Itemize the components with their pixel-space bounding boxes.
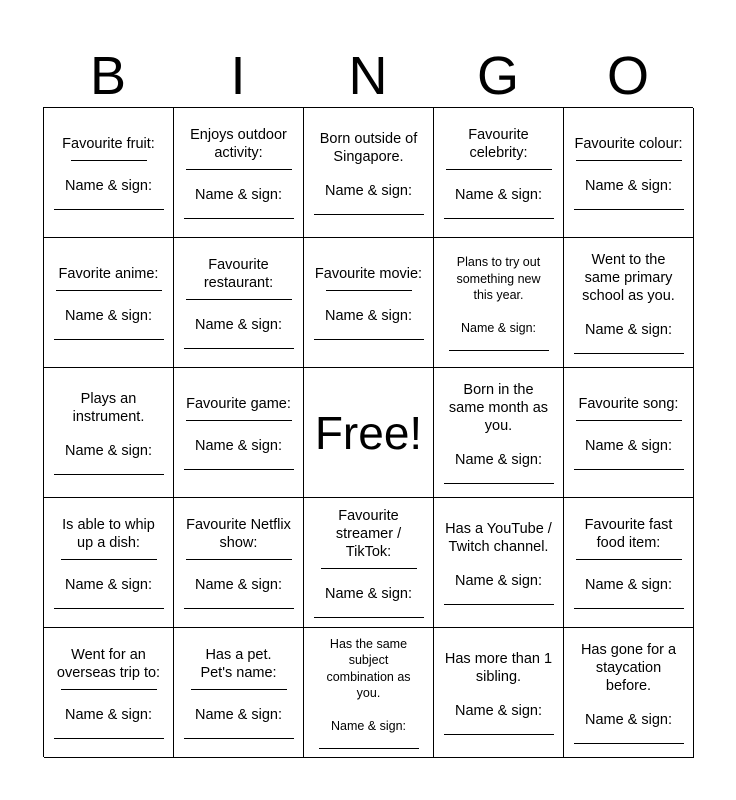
cell-prompt: Enjoys outdoor activity: xyxy=(190,127,287,161)
cell-prompt: Favourite streamer / TikTok: xyxy=(335,508,402,560)
signature-line xyxy=(449,350,549,351)
signature-line xyxy=(574,209,684,210)
signature-line xyxy=(444,734,554,735)
name-sign-label: Name & sign: xyxy=(194,577,283,593)
answer-line xyxy=(71,160,147,161)
cell-prompt: Born in the same month as you. xyxy=(448,382,549,434)
name-sign-label: Name & sign: xyxy=(454,452,543,468)
cell-prompt: Born outside of Singapore. xyxy=(319,131,418,165)
signature-line xyxy=(574,608,684,609)
answer-line xyxy=(186,559,292,560)
bingo-cell xyxy=(44,498,174,628)
bingo-cell xyxy=(174,238,304,368)
name-sign-label: Name & sign: xyxy=(584,178,673,194)
cell-prompt: Favourite colour: xyxy=(574,136,683,152)
signature-line xyxy=(184,348,294,349)
signature-line xyxy=(54,474,164,475)
bingo-cell xyxy=(44,628,174,758)
bingo-board xyxy=(43,107,693,757)
answer-line xyxy=(446,169,552,170)
signature-line xyxy=(314,617,424,618)
bingo-cell xyxy=(434,108,564,238)
name-sign-label: Name & sign: xyxy=(330,718,407,733)
bingo-cell xyxy=(44,108,174,238)
answer-line xyxy=(61,559,157,560)
name-sign-label: Name & sign: xyxy=(454,187,543,203)
name-sign-label: Name & sign: xyxy=(454,703,543,719)
answer-line xyxy=(576,420,682,421)
bingo-cell xyxy=(304,628,434,758)
signature-line xyxy=(574,469,684,470)
name-sign-label: Name & sign: xyxy=(460,320,537,335)
signature-line xyxy=(54,738,164,739)
answer-line xyxy=(321,568,417,569)
name-sign-label: Name & sign: xyxy=(324,308,413,324)
signature-line xyxy=(574,743,684,744)
cell-prompt: Favourite celebrity: xyxy=(468,127,529,161)
answer-line xyxy=(186,299,292,300)
name-sign-label: Name & sign: xyxy=(64,178,153,194)
bingo-cell xyxy=(174,108,304,238)
cell-prompt: Has the same subject combination as you. xyxy=(326,636,411,701)
signature-line xyxy=(184,608,294,609)
cell-prompt: Is able to whip up a dish: xyxy=(62,517,155,551)
bingo-cell xyxy=(44,368,174,498)
name-sign-label: Name & sign: xyxy=(194,707,283,723)
bingo-cell xyxy=(304,238,434,368)
name-sign-label: Name & sign: xyxy=(64,577,153,593)
answer-line xyxy=(191,689,287,690)
name-sign-label: Name & sign: xyxy=(584,712,673,728)
bingo-cell xyxy=(564,498,694,628)
bingo-cell xyxy=(304,108,434,238)
cell-prompt: Favourite song: xyxy=(578,396,679,412)
title-letter: B xyxy=(89,46,127,106)
answer-line xyxy=(576,160,682,161)
answer-line xyxy=(326,290,412,291)
name-sign-label: Name & sign: xyxy=(64,707,153,723)
answer-line xyxy=(61,689,157,690)
signature-line xyxy=(444,604,554,605)
cell-prompt: Plays an instrument. xyxy=(72,391,145,425)
name-sign-label: Name & sign: xyxy=(194,187,283,203)
bingo-cell xyxy=(564,368,694,498)
answer-line xyxy=(576,559,682,560)
cell-prompt: Favourite fast food item: xyxy=(584,517,673,551)
signature-line xyxy=(184,218,294,219)
cell-prompt: Favourite fruit: xyxy=(62,136,155,152)
signature-line xyxy=(574,353,684,354)
signature-line xyxy=(444,218,554,219)
signature-line xyxy=(184,469,294,470)
cell-prompt: Has a YouTube / Twitch channel. xyxy=(445,521,552,555)
cell-prompt: Favourite game: xyxy=(186,396,291,412)
bingo-cell xyxy=(434,628,564,758)
signature-line xyxy=(54,339,164,340)
title-letter: G xyxy=(476,46,519,106)
name-sign-label: Name & sign: xyxy=(64,443,153,459)
title-letter: O xyxy=(606,46,649,106)
name-sign-label: Name & sign: xyxy=(64,308,153,324)
bingo-cell xyxy=(434,498,564,628)
cell-prompt: Favourite movie: xyxy=(314,266,423,282)
answer-line xyxy=(56,290,162,291)
free-label: Free! xyxy=(314,406,423,459)
name-sign-label: Name & sign: xyxy=(324,183,413,199)
bingo-cell xyxy=(304,498,434,628)
bingo-cell xyxy=(434,368,564,498)
bingo-cell xyxy=(44,238,174,368)
bingo-cell xyxy=(434,238,564,368)
signature-line xyxy=(54,608,164,609)
title-letter: I xyxy=(230,46,246,106)
name-sign-label: Name & sign: xyxy=(584,322,673,338)
bingo-cell xyxy=(564,108,694,238)
title-letter: N xyxy=(348,46,388,106)
signature-line xyxy=(314,339,424,340)
cell-prompt: Plans to try out something new this year. xyxy=(456,255,541,302)
cell-prompt: Favourite restaurant: xyxy=(203,257,274,291)
answer-line xyxy=(186,169,292,170)
name-sign-label: Name & sign: xyxy=(194,438,283,454)
bingo-cell xyxy=(564,238,694,368)
signature-line xyxy=(184,738,294,739)
bingo-cell xyxy=(564,628,694,758)
cell-prompt: Has more than 1 sibling. xyxy=(444,651,553,685)
name-sign-label: Name & sign: xyxy=(194,317,283,333)
bingo-cell xyxy=(174,628,304,758)
signature-line xyxy=(314,214,424,215)
bingo-cell xyxy=(174,498,304,628)
signature-line xyxy=(54,209,164,210)
cell-prompt: Favorite anime: xyxy=(58,266,159,282)
name-sign-label: Name & sign: xyxy=(324,586,413,602)
cell-prompt: Has gone for a staycation before. xyxy=(580,642,677,694)
answer-line xyxy=(186,420,292,421)
name-sign-label: Name & sign: xyxy=(584,577,673,593)
free-space xyxy=(304,368,434,498)
name-sign-label: Name & sign: xyxy=(584,438,673,454)
cell-prompt: Went to the same primary school as you. xyxy=(582,252,675,304)
cell-prompt: Went for an overseas trip to: xyxy=(56,647,161,681)
cell-prompt: Favourite Netflix show: xyxy=(186,517,291,551)
bingo-cell xyxy=(174,368,304,498)
cell-prompt: Has a pet. Pet's name: xyxy=(200,647,277,681)
signature-line xyxy=(319,748,419,749)
bingo-title xyxy=(43,46,693,106)
name-sign-label: Name & sign: xyxy=(454,573,543,589)
signature-line xyxy=(444,483,554,484)
